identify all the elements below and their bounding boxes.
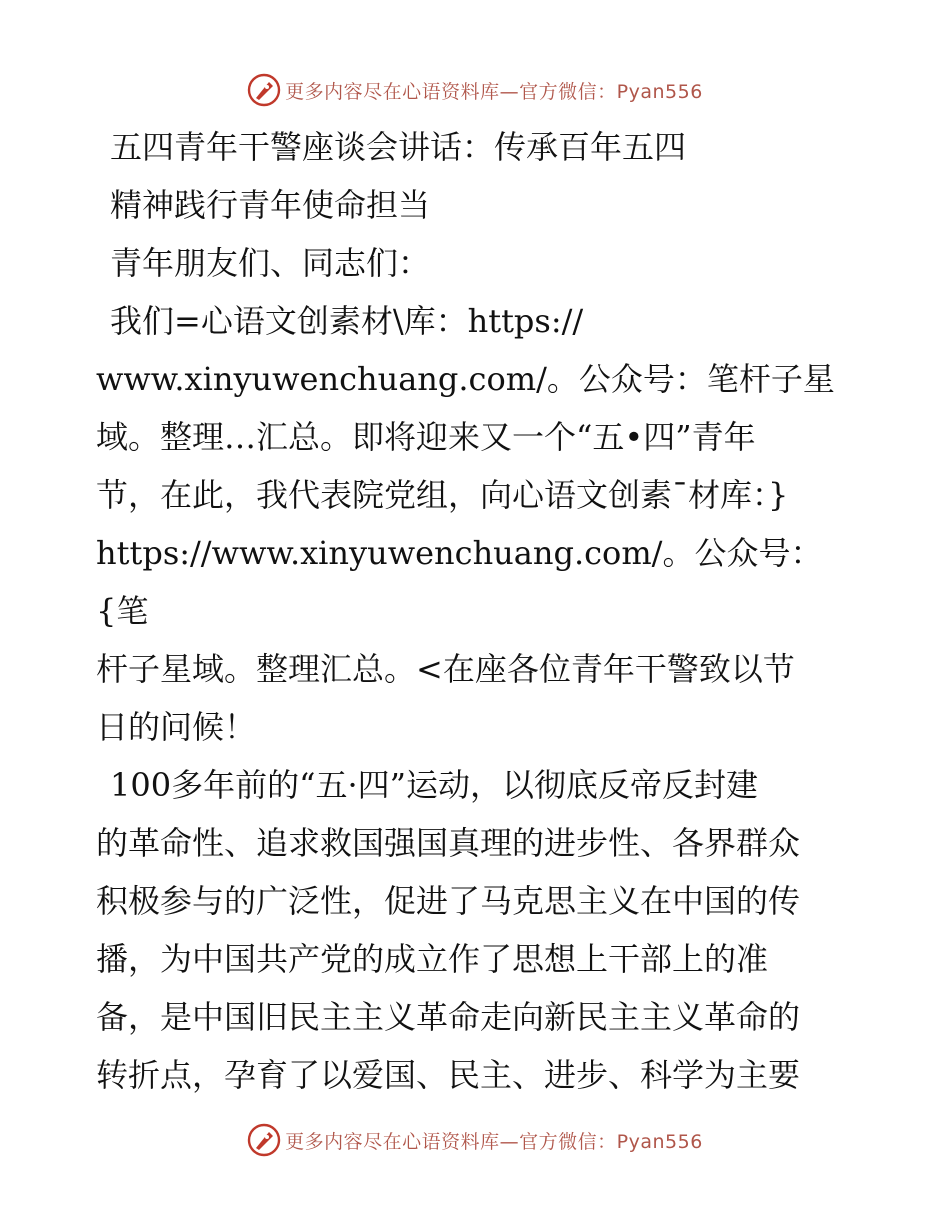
salutation: 青年朋友们、同志们： [110, 244, 431, 282]
document-title-line-1: 五四青年干警座谈会讲话：传承百年五四 [110, 128, 687, 166]
paragraph-2 [96, 756, 856, 1104]
paragraph-line: 我们=心语文创素材\库：https:// [110, 302, 584, 340]
paragraph-line: 域。整理…汇总。即将迎来又一个“五•四”青年 [96, 418, 756, 456]
header-text: 更多内容尽在心语资料库—官方微信：Pyan556 [285, 80, 703, 103]
pen-nib-logo-icon [247, 73, 281, 107]
footer-banner [0, 1120, 950, 1160]
paragraph-line: 日的问候！ [96, 708, 257, 746]
header-banner [0, 70, 950, 110]
document-title-line-2: 精神践行青年使命担当 [110, 186, 431, 224]
paragraph-line: 积极参与的广泛性，促进了马克思主义在中国的传 [96, 882, 801, 920]
paragraph-line: 杆子星域。整理汇总。<在座各位青年干警致以节 [96, 650, 795, 688]
paragraph-line: 节，在此，我代表院党组，向心语文创素¯材库：} [96, 476, 789, 514]
paragraph-line: 的革命性、追求救国强国真理的进步性、各界群众 [96, 824, 801, 862]
paragraph-line: https://www.xinyuwenchuang.com/。公众号：{笔 [96, 534, 823, 630]
document-body [96, 118, 856, 1104]
paragraph-line: 播，为中国共产党的成立作了思想上干部上的准 [96, 940, 769, 978]
paragraph-line: www.xinyuwenchuang.com/。公众号：笔杆子星 [96, 360, 835, 398]
paragraph-1 [96, 292, 856, 756]
pen-nib-logo-icon [247, 1123, 281, 1157]
footer-text: 更多内容尽在心语资料库—官方微信：Pyan556 [285, 1130, 703, 1153]
paragraph-line: 转折点，孕育了以爱国、民主、进步、科学为主要 [96, 1056, 801, 1094]
paragraph-line: 100多年前的“五·四”运动，以彻底反帝反封建 [110, 766, 758, 804]
paragraph-line: 备，是中国旧民主主义革命走向新民主主义革命的 [96, 998, 801, 1036]
